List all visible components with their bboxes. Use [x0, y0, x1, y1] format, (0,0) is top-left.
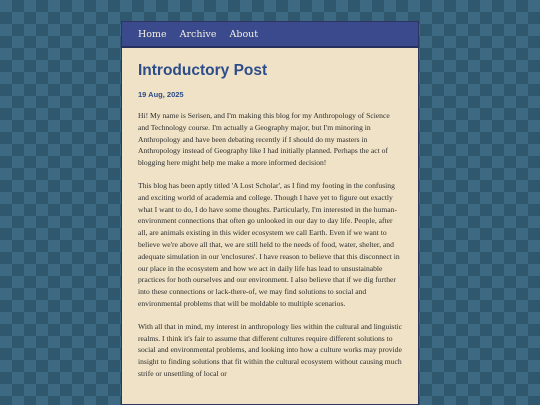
post-title: Introductory Post [138, 62, 268, 79]
post-content [122, 48, 418, 380]
post-paragraph: Hi! My name is Serisen, and I'm making this blog for my Anthropology of Science and Technology course. I'm actually a Geography major, but I'm minoring in Anthropology and have been debating recently if I should do my masters in Anthropology instead of Geography like I had initially planned. Perhaps the act of blogging here might help me make a more informed decision! [138, 111, 390, 168]
post-date: 19 Aug, 2025 [138, 90, 184, 99]
nav-link-home[interactable]: Home [138, 28, 167, 40]
post-paragraph: With all that in mind, my interest in anthropology lies within the cultural and linguistic realms. I think it's fair to assume that different cultures require different solutions to social and environmental problems, and looking into how a culture works may provide insight to finding solutions that fit within the cultural ecosystem without causing much strife or unsettling of local or [138, 321, 402, 378]
nav-link-archive[interactable]: Archive [179, 28, 217, 40]
post-body [138, 110, 402, 380]
nav-link-about[interactable]: About [229, 28, 259, 40]
blog-page [121, 21, 419, 405]
post-paragraph: This blog has been aptly titled 'A Lost Scholar', as I find my footing in the confusing and exciting world of academia and college. Though I have yet to figure out exactly what I want to do, I do have some thoughts. Particularly, I'm interested in the human-environment connections that often go unlooked in our day to day life. People, after all, are animals existing in this wider ecosystem we call Earth. Even if we want to believe we're above all that, we are still held to the needs of food, water, shelter, and adequate simulation in our 'enclosures'. I have reason to believe that this disconnect in our place in the ecosystem and how we act in daily life has lead to unsustainable practices for both ourselves and our environment. I also believe that if we dig further into these connections or lack-there-of, we may find solutions to social and environmental problems that will be moldable to multiple scenarios. [138, 180, 400, 308]
top-navigation [122, 22, 418, 48]
